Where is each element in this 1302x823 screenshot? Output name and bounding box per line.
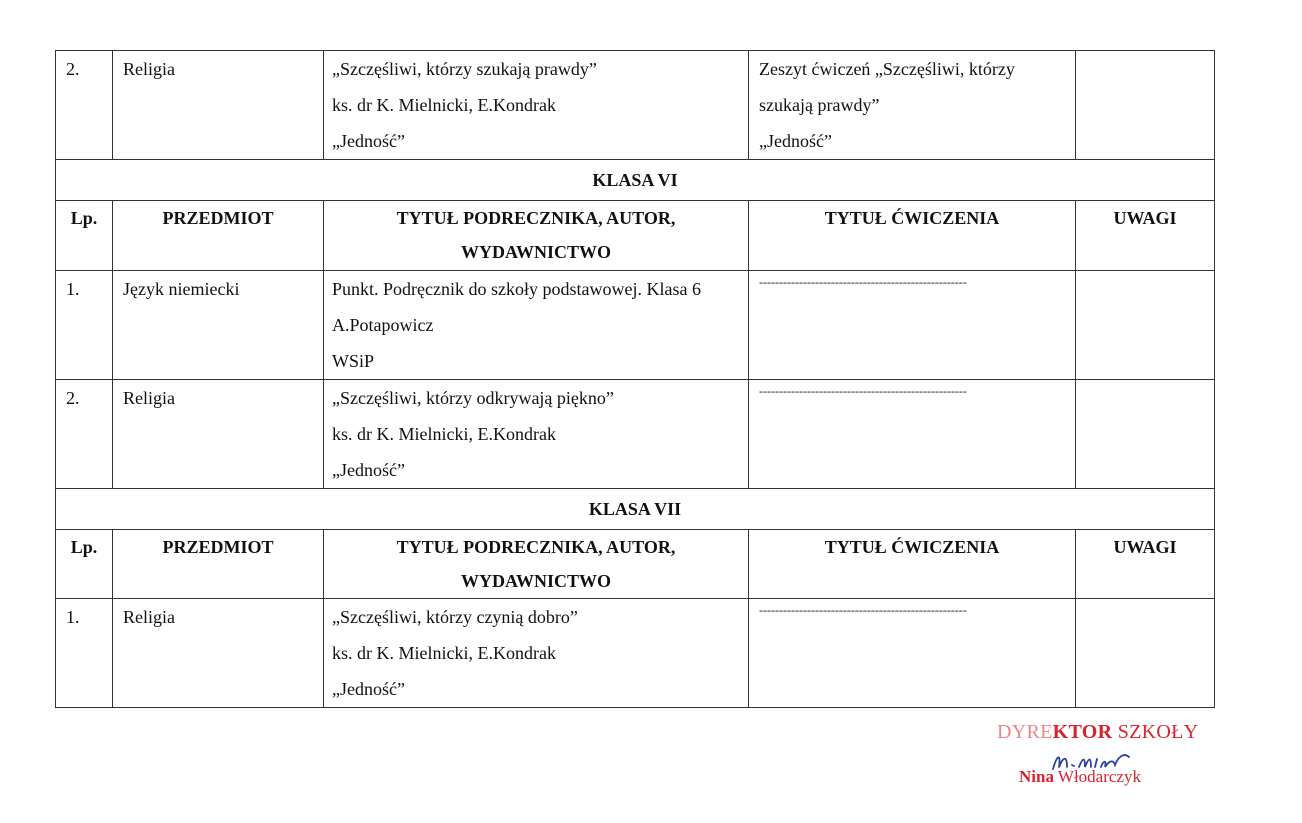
textbook-table [55, 50, 1215, 708]
workbook-cell: Zeszyt ćwiczeń „Szczęśliwi, którzy szukają prawdy” „Jedność” [749, 51, 1076, 160]
empty-dash: ---------------------------------------------------- [759, 275, 967, 289]
section-title: KLASA VI [56, 160, 1215, 201]
stamp-name: Nina Włodarczyk [1019, 767, 1141, 786]
lp-cell: 1. [56, 599, 113, 708]
header-row [56, 530, 1215, 599]
header-lp: Lp. [56, 201, 113, 271]
book-title: „Szczęśliwi, którzy czynią dobro” [332, 607, 578, 627]
book-publisher: „Jedność” [332, 679, 405, 699]
book-title: „Szczęśliwi, którzy szukają prawdy” [332, 59, 597, 79]
table-row [56, 271, 1215, 380]
section-row [56, 489, 1215, 530]
subject-cell: Religia [113, 380, 324, 489]
table-row [56, 51, 1215, 160]
book-authors: A.Potapowicz [332, 315, 434, 335]
lp-cell: 1. [56, 271, 113, 380]
header-book: TYTUŁ PODRECZNIKA, AUTOR, WYDAWNICTWO [324, 201, 749, 271]
notes-cell [1076, 271, 1215, 380]
workbook-cell [749, 271, 1076, 380]
section-title: KLASA VII [56, 489, 1215, 530]
book-authors: ks. dr K. Mielnicki, E.Kondrak [332, 95, 556, 115]
header-notes: UWAGI [1076, 201, 1215, 271]
header-row [56, 201, 1215, 271]
book-title: Punkt. Podręcznik do szkoły podstawowej. Klasa 6 [332, 279, 701, 299]
book-authors: ks. dr K. Mielnicki, E.Kondrak [332, 643, 556, 663]
notes-cell [1076, 380, 1215, 489]
table-row [56, 599, 1215, 708]
header-lp: Lp. [56, 530, 113, 599]
book-cell [324, 51, 749, 160]
book-cell [324, 271, 749, 380]
header-workbook: TYTUŁ ĆWICZENIA [749, 201, 1076, 271]
empty-dash: ---------------------------------------------------- [759, 603, 967, 617]
header-subject: PRZEDMIOT [113, 530, 324, 599]
header-workbook: TYTUŁ ĆWICZENIA [749, 530, 1076, 599]
empty-dash: ---------------------------------------------------- [759, 384, 967, 398]
table-row [56, 380, 1215, 489]
subject-cell: Religia [113, 51, 324, 160]
subject-cell: Religia [113, 599, 324, 708]
book-publisher: „Jedność” [332, 131, 405, 151]
director-stamp [995, 717, 1199, 797]
book-authors: ks. dr K. Mielnicki, E.Kondrak [332, 424, 556, 444]
stamp-title: DYREKTOR SZKOŁY [997, 721, 1199, 743]
subject-cell: Język niemiecki [113, 271, 324, 380]
workbook-cell [749, 599, 1076, 708]
book-cell [324, 380, 749, 489]
book-publisher: WSiP [332, 351, 375, 371]
lp-cell: 2. [56, 51, 113, 160]
workbook-cell [749, 380, 1076, 489]
lp-cell: 2. [56, 380, 113, 489]
header-book: TYTUŁ PODRECZNIKA, AUTOR, WYDAWNICTWO [324, 530, 749, 599]
header-notes: UWAGI [1076, 530, 1215, 599]
book-publisher: „Jedność” [332, 460, 405, 480]
book-cell [324, 599, 749, 708]
notes-cell [1076, 599, 1215, 708]
book-title: „Szczęśliwi, którzy odkrywają piękno” [332, 388, 614, 408]
section-row [56, 160, 1215, 201]
notes-cell [1076, 51, 1215, 160]
header-subject: PRZEDMIOT [113, 201, 324, 271]
